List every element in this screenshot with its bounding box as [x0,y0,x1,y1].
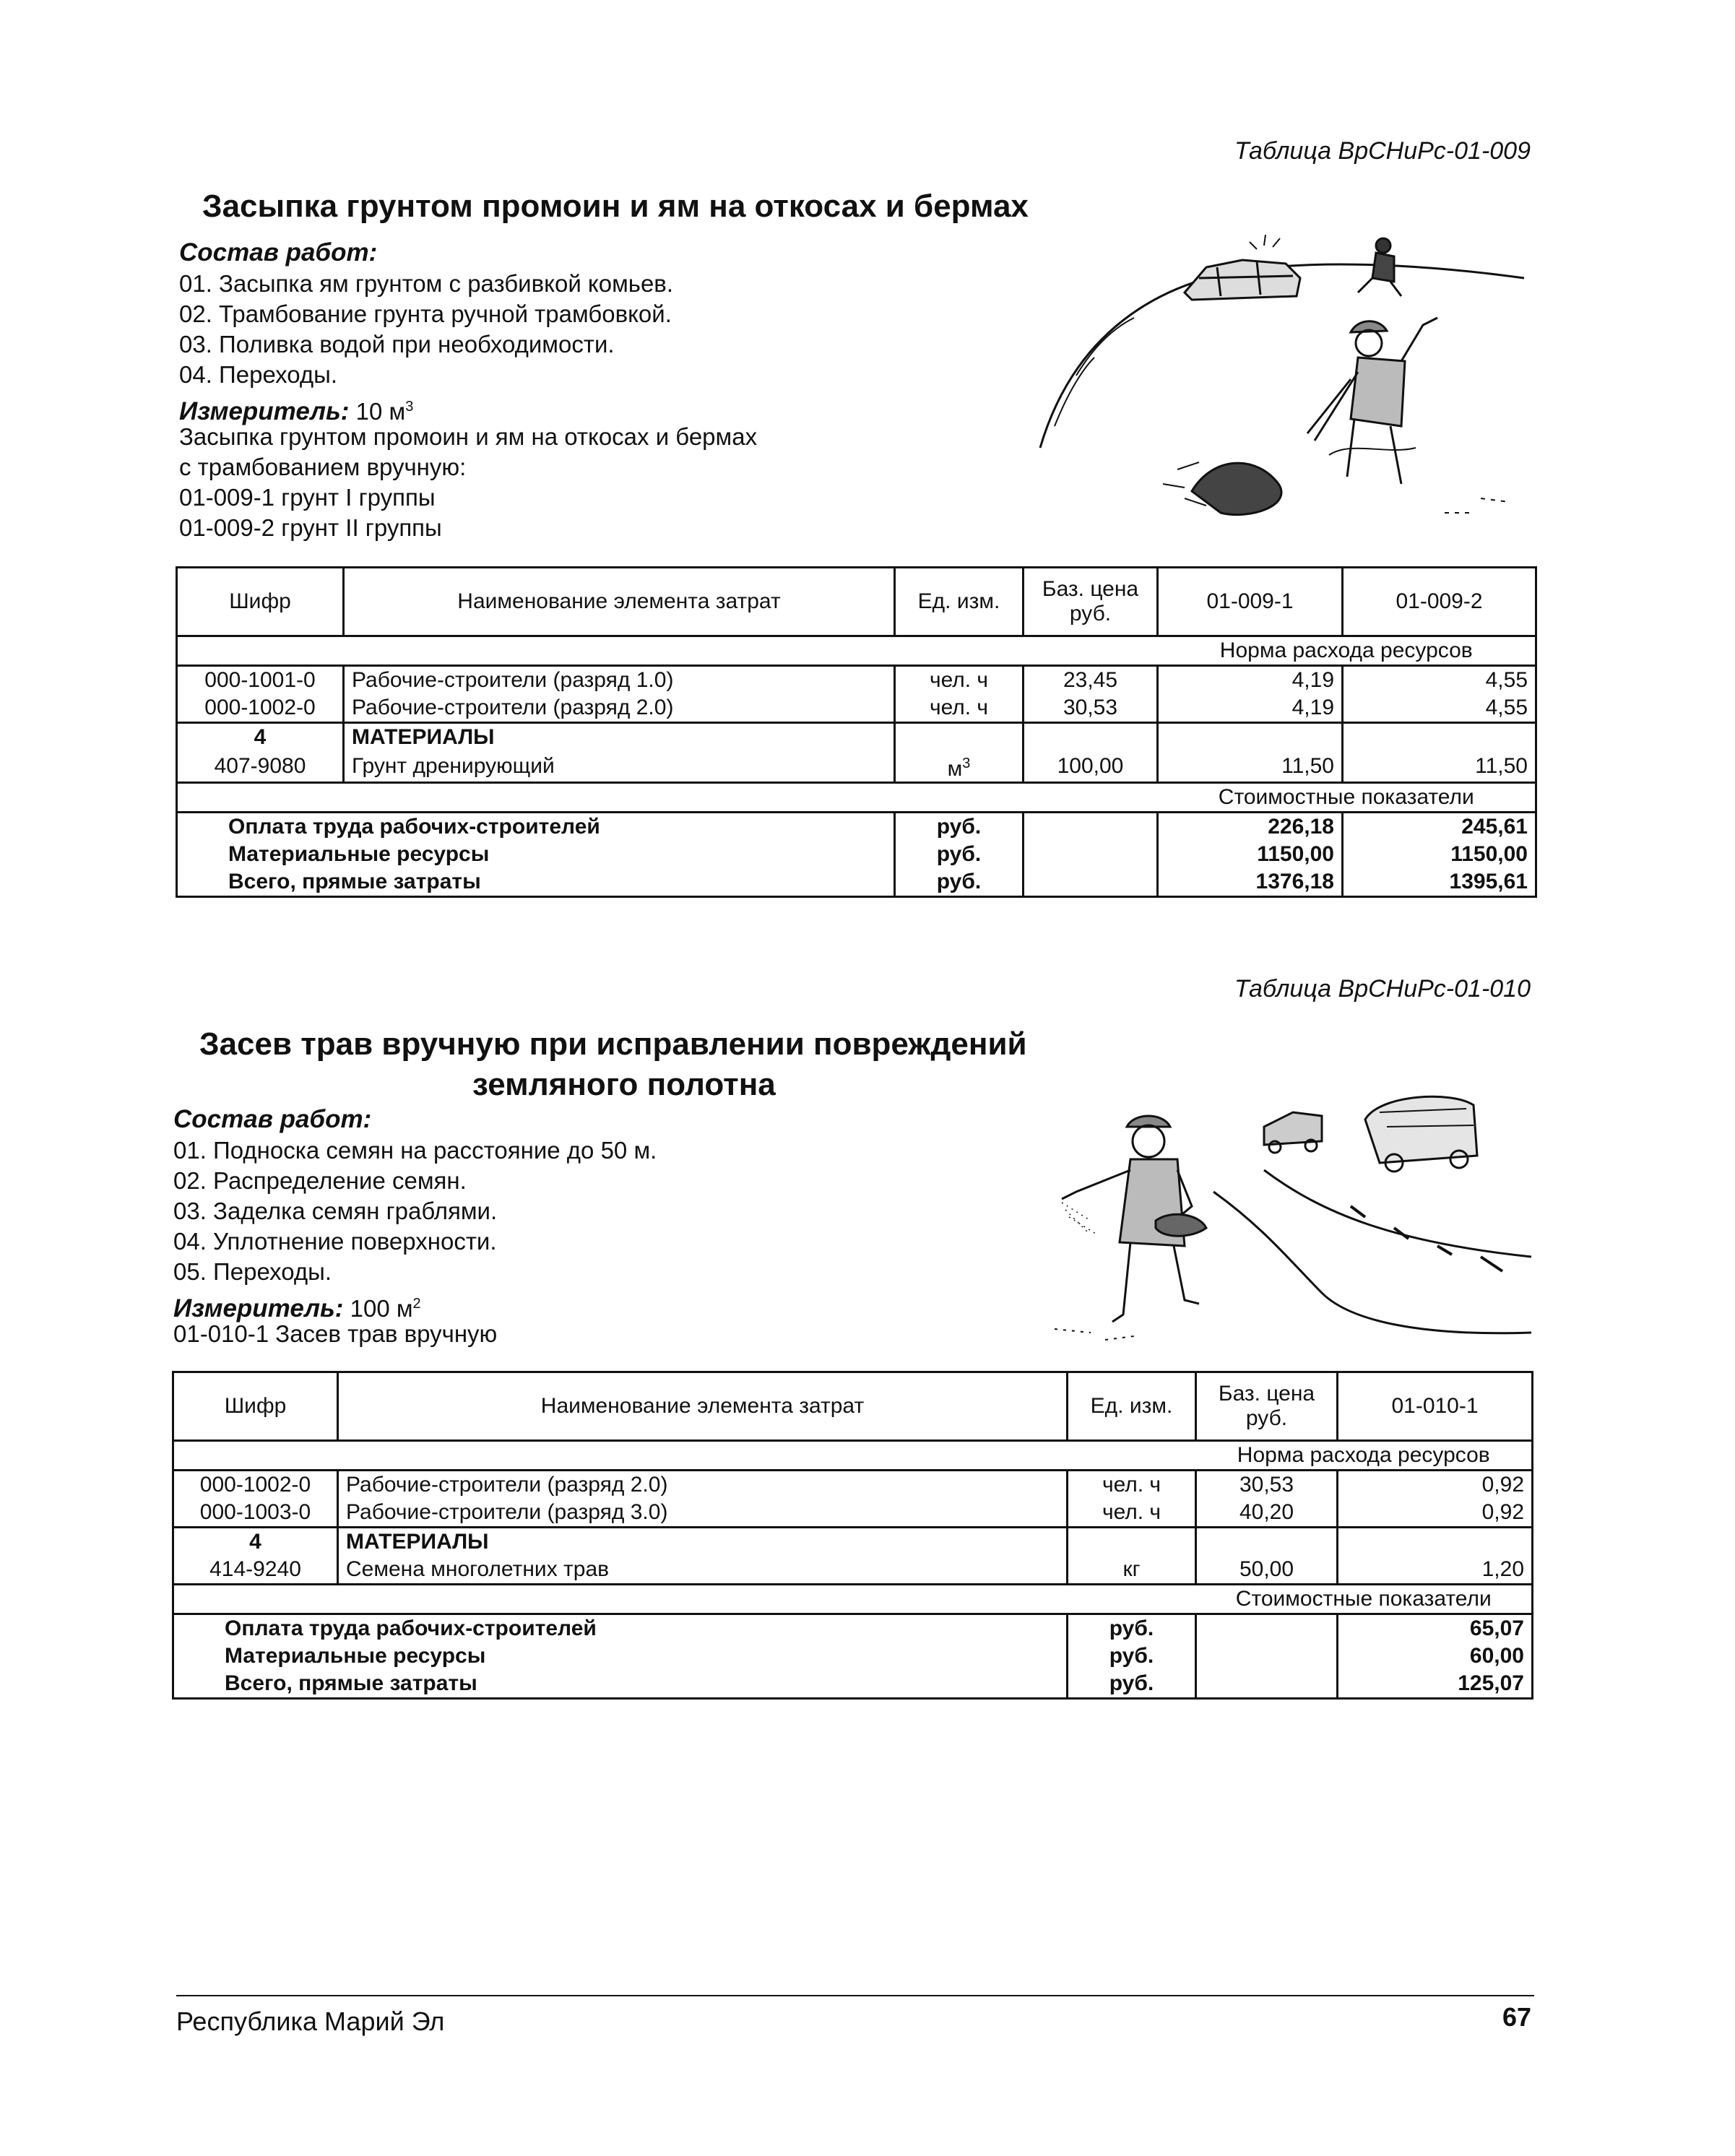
total-value-2: 1395,61 [1343,868,1536,897]
total-unit: руб. [1068,1614,1196,1643]
cell-price: 50,00 [1196,1556,1338,1585]
cell-code: 000-1001-0 [177,666,344,695]
title-line: земляного полотна [472,1067,776,1102]
total-unit: руб. [895,813,1024,841]
norm-row [177,636,1536,666]
cost-table-01-009 [176,566,1537,898]
cell-value-1: 4,19 [1158,666,1343,695]
work-list-01-010 [173,1135,657,1287]
materials-group-row [173,1528,1533,1557]
total-name: Материальные ресурсы [177,841,895,868]
total-value-1: 125,07 [1338,1670,1533,1699]
cost-label: Стоимостные показатели [1158,783,1536,813]
materials-code: 4 [173,1528,338,1557]
table-row [177,694,1536,723]
cell-code: 000-1002-0 [177,694,344,723]
table-row [177,751,1536,783]
materials-label: МАТЕРИАЛЫ [338,1528,1068,1557]
title-line: Засев трав вручную при исправлении повреждений [199,1026,1027,1062]
work-item: 01. Подноска семян на расстояние до 50 м. [173,1137,657,1164]
code-line: 01-009-2 грунт II группы [179,514,442,541]
col-header-unit: Ед. изм. [1068,1372,1196,1441]
cell-price: 40,20 [1196,1499,1338,1528]
total-value-1: 226,18 [1158,813,1343,841]
col-header-code: Шифр [177,568,344,636]
cell-code: 414-9240 [173,1556,338,1585]
cell-price: 23,45 [1024,666,1158,695]
footer-region: Республика Марий Эл [176,2006,445,2036]
soil-clods-icon [1163,462,1281,515]
total-row [177,813,1536,841]
total-row [173,1642,1533,1670]
table-header [177,568,1536,636]
total-value-2: 1150,00 [1343,841,1536,868]
cell-name: Рабочие-строители (разряд 3.0) [338,1499,1068,1528]
description-line: с трамбованием вручную: [179,454,467,480]
total-unit: руб. [1068,1670,1196,1699]
cell-value-1: 11,50 [1158,751,1343,783]
cell-unit: чел. ч [1068,1499,1196,1528]
code-line: 01-010-1 Засев трав вручную [173,1320,498,1347]
work-composition-label: Состав работ: [179,238,378,267]
table-row [173,1471,1533,1499]
total-value-1: 1150,00 [1158,841,1343,868]
total-value-1: 60,00 [1338,1642,1533,1670]
materials-code: 4 [177,723,344,752]
table-row [173,1556,1533,1585]
total-name: Оплата труда рабочих-строителей [177,813,895,841]
cell-name: Грунт дренирующий [344,751,895,783]
cell-name: Рабочие-строители (разряд 1.0) [344,666,895,695]
worker-tamping-icon [1307,318,1437,484]
total-value-2: 245,61 [1343,813,1536,841]
col-header-name: Наименование элемента затрат [344,568,895,636]
table-row [177,666,1536,695]
cell-value-2: 4,55 [1343,694,1536,723]
cell-value-1: 1,20 [1338,1556,1533,1585]
table-header [173,1372,1533,1441]
total-name: Материальные ресурсы [173,1642,1068,1670]
work-item: 02. Трамбование грунта ручной трамбовкой. [179,300,672,327]
col-header-unit: Ед. изм. [895,568,1024,636]
measure-label: Измеритель: [179,397,350,425]
norm-row [173,1441,1533,1471]
col-header-name: Наименование элемента затрат [338,1372,1068,1441]
cell-name: Рабочие-строители (разряд 2.0) [344,694,895,723]
section-title-01-009: Засыпка грунтом промоин и ям на откосах и бермах [202,189,1029,224]
total-name: Всего, прямые затраты [177,868,895,897]
description-01-009 [179,422,757,543]
cell-value-1: 0,92 [1338,1471,1533,1499]
cell-unit: чел. ч [1068,1471,1196,1499]
cell-value-1: 0,92 [1338,1499,1533,1528]
total-unit: руб. [895,868,1024,897]
house-icon [1185,235,1300,300]
section-title-01-010 [199,1024,1027,1105]
cost-label: Стоимостные показатели [1196,1585,1533,1614]
col-header-01-009-1: 01-009-1 [1158,568,1343,636]
measure-value: 100 м [350,1295,413,1322]
cell-code: 000-1003-0 [173,1499,338,1528]
work-list-01-009 [179,269,673,390]
work-item: 02. Распределение семян. [173,1167,467,1194]
cell-value-2: 4,55 [1343,666,1536,695]
table-row [173,1499,1533,1528]
materials-group-row [177,723,1536,752]
work-item: 03. Поливка водой при необходимости. [179,331,615,358]
cost-label-row [173,1585,1533,1614]
cell-price: 30,53 [1024,694,1158,723]
cell-price: 100,00 [1024,751,1158,783]
table-id-01-009: Таблица ВрСНиРс-01-009 [1234,137,1531,165]
work-item: 04. Переходы. [179,361,337,388]
cell-price: 30,53 [1196,1471,1338,1499]
cell-name: Рабочие-строители (разряд 2.0) [338,1471,1068,1499]
cost-label-row [177,783,1536,813]
norm-label: Норма расхода ресурсов [1196,1441,1533,1471]
footer-rule [176,1995,1534,1996]
slope-workers-illustration [1011,209,1531,542]
measure-sup: 2 [412,1296,421,1312]
bus-icon [1365,1096,1477,1172]
measure-sup: 3 [405,399,414,415]
work-composition-label: Состав работ: [173,1105,372,1133]
cell-value-2: 11,50 [1343,751,1536,783]
cell-value-1: 4,19 [1158,694,1343,723]
cell-unit: $м^3$ [895,751,1024,783]
total-unit: руб. [1068,1642,1196,1670]
work-item: 03. Заделка семян граблями. [173,1198,498,1224]
cost-table-01-010 [172,1371,1533,1700]
total-value-1: 1376,18 [1158,868,1343,897]
measure-value: 10 м [355,398,406,425]
table-id-01-010: Таблица ВрСНиРс-01-010 [1234,975,1531,1003]
measure-label: Измеритель: [173,1294,344,1322]
total-row [177,868,1536,897]
col-header-01-010-1: 01-010-1 [1338,1372,1533,1441]
work-item: 05. Переходы. [173,1258,332,1285]
cell-code: 407-9080 [177,751,344,783]
col-header-code: Шифр [173,1372,338,1441]
norm-label: Норма расхода ресурсов [1158,636,1536,666]
cell-unit: чел. ч [895,694,1024,723]
worker-top-icon [1358,238,1401,296]
col-header-01-009-2: 01-009-2 [1343,568,1536,636]
col-header-price: Баз. цена руб. [1196,1372,1338,1441]
col-header-price: Баз. цена руб. [1024,568,1158,636]
cell-unit: чел. ч [895,666,1024,695]
total-row [177,841,1536,868]
total-name: Всего, прямые затраты [173,1670,1068,1699]
grass-sowing-illustration [1047,1083,1539,1358]
total-name: Оплата труда рабочих-строителей [173,1614,1068,1643]
total-value-1: 65,07 [1338,1614,1533,1643]
work-item: 01. Засыпка ям грунтом с разбивкой комьев. [179,270,674,297]
truck-icon [1264,1112,1322,1153]
code-line: 01-009-1 грунт I группы [179,484,436,511]
total-row [173,1670,1533,1699]
total-unit: руб. [895,841,1024,868]
page-number: 67 [1502,2002,1531,2032]
sower-worker-icon [1062,1116,1206,1322]
description-line: Засыпка грунтом промоин и ям на откосах и бермах [179,423,758,450]
materials-label: МАТЕРИАЛЫ [344,723,895,752]
work-item: 04. Уплотнение поверхности. [173,1228,497,1255]
cell-code: 000-1002-0 [173,1471,338,1499]
cell-name: Семена многолетних трав [338,1556,1068,1585]
total-row [173,1614,1533,1643]
cell-unit: кг [1068,1556,1196,1585]
